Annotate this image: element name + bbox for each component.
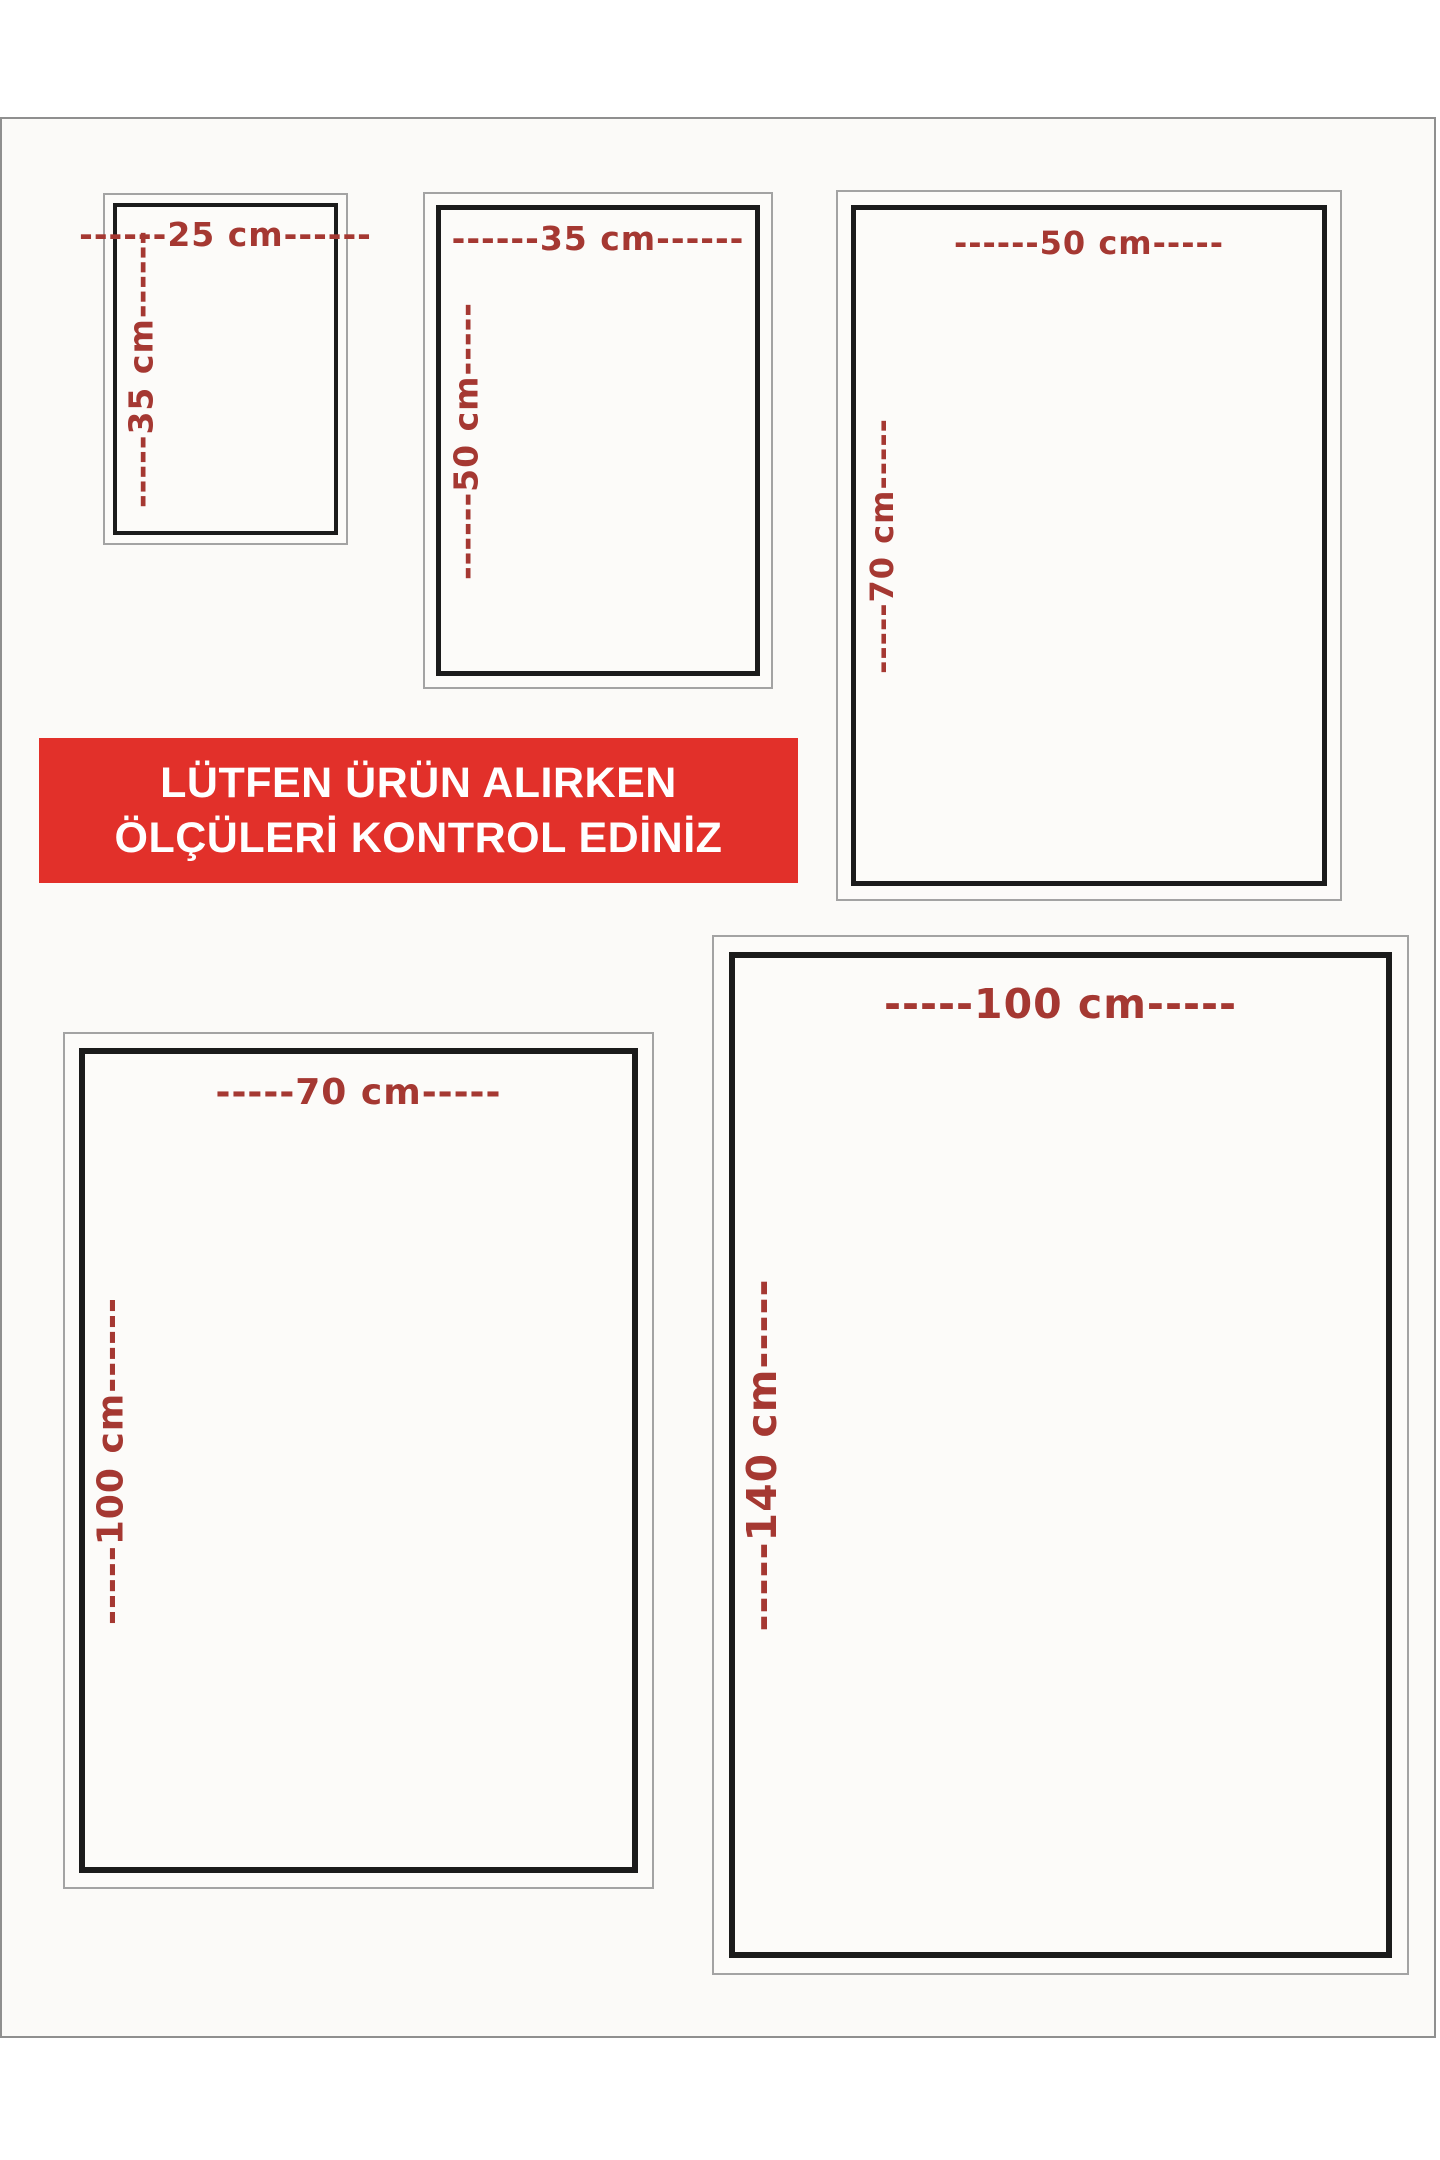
width-dimension-label: ------35 cm------ [451,219,745,258]
size-box-100x140 [712,935,1409,1975]
size-box-25x35-inner-frame [79,203,372,535]
size-box-50x70 [836,190,1342,901]
height-dimension-label: -----70 cm----- [863,417,901,674]
width-dimension-label: ------25 cm------ [79,215,372,254]
size-box-50x70-inner-frame [851,205,1327,886]
height-dimension-label: -----35 cm------ [121,229,161,509]
size-box-70x100 [63,1032,654,1889]
warning-banner [39,738,798,883]
size-box-70x100-inner-frame [79,1048,638,1873]
height-dimension-label: -----140 cm----- [738,1278,786,1632]
size-box-35x50 [423,192,773,689]
size-box-25x35 [79,193,372,545]
size-chart-card [0,117,1436,2038]
height-dimension-label: ------50 cm----- [446,301,486,580]
size-box-35x50-inner-frame [436,205,760,676]
warning-banner-line2: ÖLÇÜLERİ KONTROL EDİNİZ [114,813,723,862]
width-dimension-label: ------50 cm----- [953,224,1225,262]
height-dimension-label: -----100 cm------ [90,1296,132,1625]
width-dimension-label: -----70 cm----- [215,1072,502,1113]
width-dimension-label: -----100 cm----- [883,980,1238,1028]
size-box-100x140-inner-frame [729,952,1392,1958]
warning-banner-line1: LÜTFEN ÜRÜN ALIRKEN [160,759,677,808]
